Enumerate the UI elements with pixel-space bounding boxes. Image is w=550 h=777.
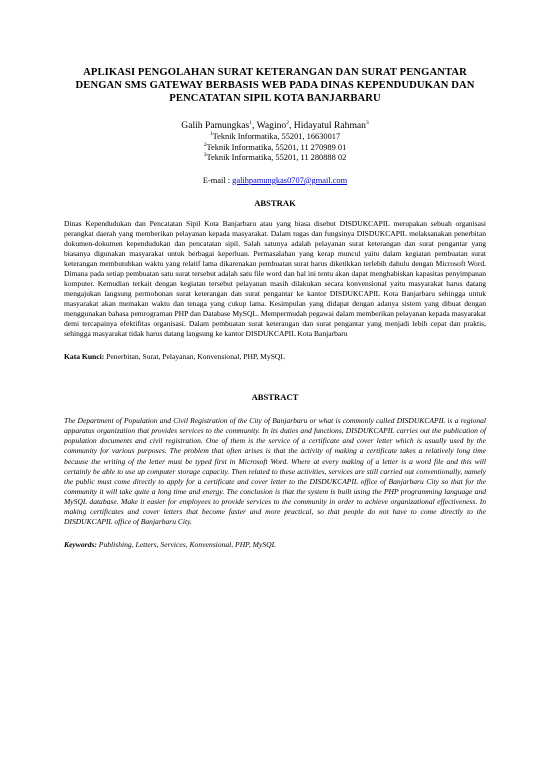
affiliation-3 bbox=[64, 153, 486, 164]
affiliation-sup: 2 bbox=[203, 141, 207, 148]
author-2 bbox=[257, 120, 294, 131]
author-3 bbox=[294, 120, 369, 131]
kata-kunci-text: Penerbitan, Surat, Pelayanan, Konvensional, PHP, MySQL bbox=[104, 352, 286, 362]
author-name: Hidayatul Rahman bbox=[293, 120, 366, 131]
keywords-text: Publishing, Letters, Services, Konvensional, PHP, MySQL bbox=[96, 539, 276, 549]
email-line bbox=[64, 175, 486, 186]
abstract-heading: ABSTRACT bbox=[251, 392, 299, 403]
keywords-line bbox=[64, 540, 486, 550]
email-label: E-mail : bbox=[202, 175, 233, 185]
author-sup: 2 bbox=[286, 119, 289, 126]
affiliation-1 bbox=[64, 132, 486, 143]
affiliation-sup: 3 bbox=[203, 152, 207, 159]
abstrak-body: Dinas Kependudukan dan Pencatatan Sipil Kota Banjarbaru atau yang biasa disebut DISDUKCAPIL merupakan sebuah organisasi perangkat daerah yang memberikan pelayanan kepada masyarakat. Dalam tugas dan fungsinya DISDUKCAPIL melaksanakan penerbitan dokumen-dokumen kependudukan dan pencatatan sipil. Salah satunya adalah pelayanan surat keterangan dan surat pengantar yang biasanya digunakan masyarakat untuk berbagai keperluan. Permasalahan yang kerap muncul yaitu dalam kegiatan pembuatan surat keterangan membutuhkan waktu yang relatif lama dikarenakan pembuatan surat harus diketikkan terlebih dahulu dengan Microsoft Word. Dimana pada setiap pembuatan satu surat tersebut adalah satu file word dan hal ini tentu akan dapat menghabiskan kapasitas penyimpanan komputer. Kemudian terkait dengan kegiatan tersebut pelayanan masih dilakukan secara konvensional yaitu masyarakat harus datang mengajukan langsung permohonan surat keterangan dan surat pengantar ke kantor DISDUKCAPIL Kota Banjarbaru sehingga untuk masyarakat akan memakan waktu dan tenaga yang cukup lama. Kesimpulan yang didapat dengan adanya sistem yang dibuat dengan menggunakan bahasa pemrograman PHP dan Database MySQL. Mempermudah pegawai dalam memberikan pelayanan kepada masyarakat demi tercapainya efektifitas organisasi. Dalam pembuatan surat keterangan dan surat pengantar yang menjadi lebih cepat dan praktis, sehingga masyarakat tidak harus datang langsung ke kantor DISDUKCAPIL Kota Banjarbaru bbox=[64, 218, 486, 339]
author-name: Galih Pamungkas bbox=[181, 120, 250, 131]
kata-kunci-label: Kata Kunci: bbox=[64, 352, 105, 362]
keywords-label: Keywords: bbox=[64, 539, 97, 549]
affiliation-text: Teknik Informatika, 55201, 16630017 bbox=[212, 132, 341, 141]
author-sep: , bbox=[251, 120, 257, 131]
author-sup: 1 bbox=[249, 119, 252, 126]
author-sep: , bbox=[288, 120, 294, 131]
affiliation-sup: 1 bbox=[209, 131, 213, 138]
author-1 bbox=[181, 120, 256, 131]
affiliation-text: Teknik Informatika, 55201, 11 270989 01 bbox=[206, 142, 347, 152]
paper-title: APLIKASI PENGOLAHAN SURAT KETERANGAN DAN SURAT PENGANTAR DENGAN SMS GATEWAY BERBASIS WEB PADA DINAS KEPENDUDUKAN DAN PENCATATAN SIPIL KOTA BANJARBARU bbox=[75, 67, 475, 104]
affiliation-text: Teknik Informatika, 55201, 11 280888 02 bbox=[206, 153, 347, 163]
abstrak-heading: ABSTRAK bbox=[254, 197, 296, 208]
affiliation-2 bbox=[64, 143, 486, 154]
email-link[interactable]: galihpamungkas0707@gmail.com bbox=[232, 175, 348, 185]
author-list bbox=[64, 120, 486, 132]
abstract-body: The Department of Population and Civil Registration of the City of Banjarbaru or what is commonly called DISDUKCAPIL is a regional apparatus organization that provides services to the community. In its duties and functions, DISDUKCAPIL carries out the publication of population documents and civil registration. One of them is the service of a certificate and cover letter which is usually used by the community for various purposes. The problem that often arises is that the activity of making a certificate takes a relatively long time because the writing of the letter must be typed first in Microsoft Word. Where at every making of a letter is a word file and this will certainly be able to use up computer storage capacity. Then related to these activities, services are still carried out conventionally, namely the public must come directly to apply for a certificate and cover letter to the DISDUKCAPIL office of Banjarbaru City so that for the community it will take quite a long time and energy. The conclusion is that the system is built using the PHP programming language and MySQL database. Make it easier for employees to provide services to the community in order to achieve organizational effectiveness. In making certificates and cover letters that become faster and more practical, so that people do not have to come directly to the DISDUKCAPIL office of Banjarbaru City. bbox=[64, 416, 486, 526]
author-name: Wagino bbox=[256, 120, 287, 131]
author-sup: 3 bbox=[365, 119, 369, 126]
kata-kunci-line bbox=[64, 352, 486, 362]
